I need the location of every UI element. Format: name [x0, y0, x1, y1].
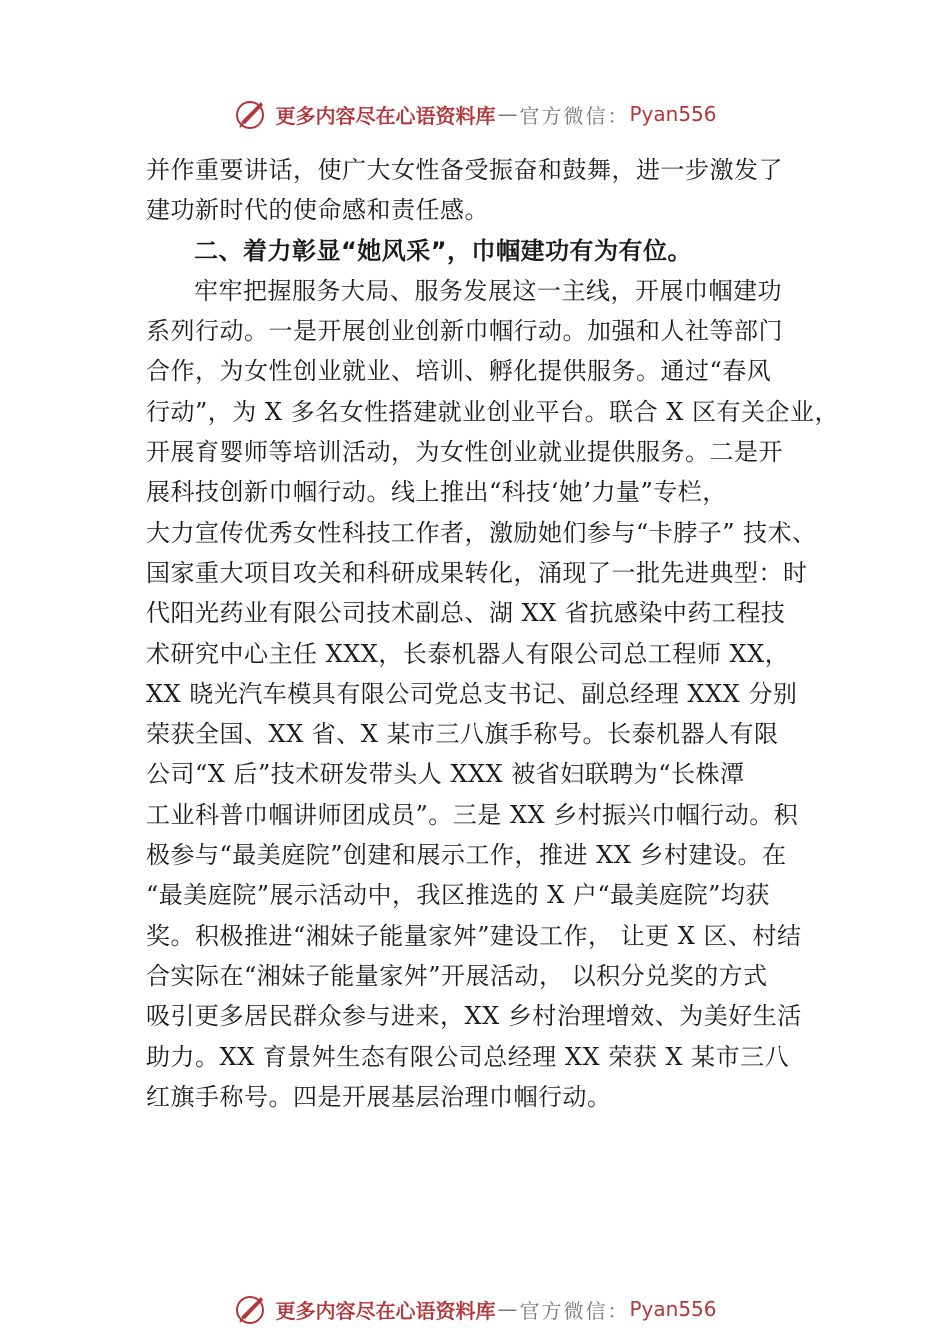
body-line: “最美庭院”展示活动中，我区推选的 X 户“最美庭院”均获 [146, 881, 770, 910]
body-line: 工业科普巾帼讲师团成员”。三是 XX 乡村振兴巾帼行动。积 [146, 800, 799, 829]
body-line: 合实际在“湘妹子能量家⾇”开展活动， 以积分兑奖的方式 [146, 961, 768, 990]
banner-separator: — [497, 102, 518, 126]
document-body [146, 150, 839, 1117]
body-line: 红旗手称号。四是开展基层治理巾帼行动。 [146, 1082, 612, 1111]
body-line: 国家重大项目攻关和科研成果转化，涌现了一批先进典型：时 [146, 558, 808, 587]
body-line: XX 晓光汽车模具有限公司党总支书记、副总经理 XXX 分别 [146, 679, 798, 708]
banner-wechat-id: Pyan556 [629, 102, 717, 126]
banner-title: 更多内容尽在心语资料库 [275, 103, 496, 128]
body-line: 吸引更多居民群众参与进来，XX 乡村治理增效、为美好生活 [146, 1002, 802, 1031]
body-line: 牢牢把握服务大局、服务发展这一主线，开展巾帼建功 [194, 276, 782, 305]
body-line: 公司“X 后”技术研发带头人 XXX 被省妇联聘为“长株潭 [146, 760, 745, 789]
body-line: 并作重要讲话，使广大女性备受振奋和鼓舞，进一步激发了 [146, 156, 783, 184]
banner-wechat-label: 官方微信： [519, 1298, 630, 1323]
banner-wechat-id: Pyan556 [629, 1297, 717, 1321]
quill-logo-icon [233, 1291, 269, 1327]
body-line: 术研究中心主任 XXX，长泰机器人有限公司总工程师 XX， [146, 639, 790, 668]
body-line: 助力。XX 育景⾇生态有限公司总经理 XX 荣获 X 某市三八 [146, 1042, 790, 1071]
body-line: 奖。积极推进“湘妹子能量家⾇”建设工作， 让更 X 区、村结 [146, 921, 802, 950]
body-line: 开展育婴师等培训活动，为女性创业就业提供服务。二是开 [146, 438, 783, 467]
body-line: 系列行动。一是开展创业创新巾帼行动。加强和人社等部门 [146, 317, 783, 346]
header-banner [0, 92, 950, 136]
footer-banner [0, 1287, 950, 1331]
body-line: 合作，为女性创业就业、培训、孵化提供服务。通过“春风 [146, 357, 772, 386]
banner-title: 更多内容尽在心语资料库 [275, 1298, 496, 1323]
banner-wechat-label: 官方微信： [519, 103, 630, 128]
section-heading: 二、着力彰显“她风采”，巾帼建功有为有位。 [194, 236, 693, 265]
banner-separator: — [497, 1297, 518, 1321]
body-line: 建功新时代的使命感和责任感。 [146, 196, 489, 225]
body-line: 大力宣传优秀女性科技工作者，激励她们参与“卡脖子” 技术、 [146, 518, 817, 547]
body-line: 荣获全国、XX 省、X 某市三八旗手称号。长泰机器人有限 [146, 720, 779, 749]
quill-logo-icon [233, 96, 269, 132]
body-line: 极参与“最美庭院”创建和展示工作，推进 XX 乡村建设。在 [146, 841, 787, 870]
body-line: 代阳光药业有限公司技术副总、湖 XX 省抗感染中药工程技 [146, 599, 786, 628]
body-line: 展科技创新巾帼行动。线上推出“科技‘她’力量”专栏， [146, 478, 727, 507]
body-line: 行动”，为 X 多名女性搭建就业创业平台。联合 X 区有关企业， [146, 397, 839, 426]
